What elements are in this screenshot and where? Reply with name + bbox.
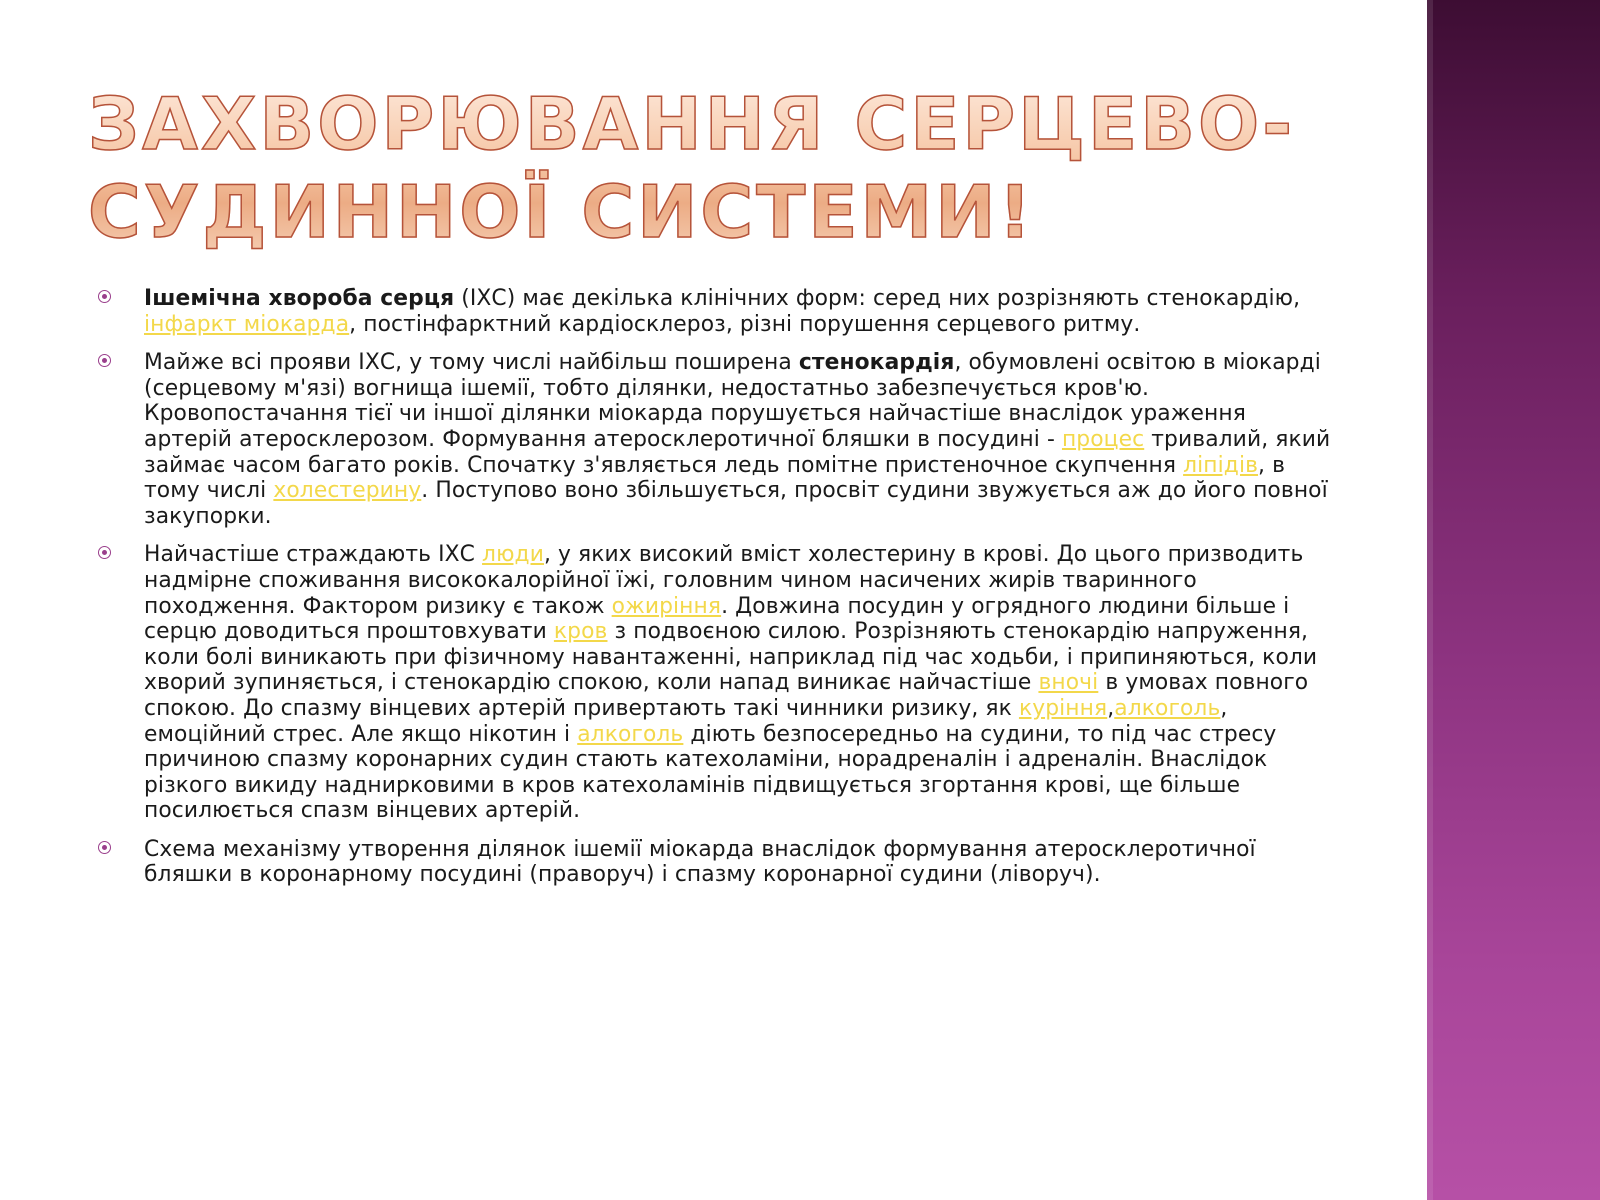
term-ihs: Ішемічна хвороба серця	[144, 286, 455, 311]
text: . Довжина посудин у огрядного людини більше і серцю доводиться проштовхувати	[144, 593, 1290, 645]
title-line-1: ЗАХВОРЮВАННЯ СЕРЦЕВО-	[88, 82, 1296, 166]
title-line-2: СУДИННОЇ СИСТЕМИ!	[88, 170, 1035, 254]
link-process[interactable]: процес	[1061, 426, 1145, 452]
bullet-circle-icon	[98, 354, 111, 367]
term-stenocardia: стенокардія	[798, 350, 955, 376]
text: тривалий, який займає часом багато років. Спочатку з'являється ледь помітне пристеночное скупчення	[144, 426, 1331, 478]
bullet-list	[96, 286, 1336, 901]
text: ,	[1107, 695, 1115, 721]
text: , емоційний стрес. Але якщо нікотин і	[144, 695, 1228, 747]
bullet-item-ihs-forms	[96, 286, 1336, 337]
link-infarct[interactable]: інфаркт міокарда	[144, 311, 350, 337]
slide-title	[88, 80, 1388, 256]
link-alcohol[interactable]: алкоголь	[1114, 695, 1221, 721]
text: діють безпосередньо на судини, то під час стресу причиною спазму коронарних судин стають катехоламіни, норадреналін і адреналін. Внаслідок різкого викиду наднирковими в кров катехоламінів підвищується згортання крові, ще більше посилюється спазм вінцевих артерій.	[144, 721, 1277, 824]
link-lipids[interactable]: ліпідів	[1183, 452, 1259, 478]
text: , постінфарктний кардіосклероз, різні порушення серцевого ритму.	[349, 311, 1141, 337]
text: Найчастіше страждають ІХС	[144, 542, 483, 568]
decorative-side-band	[1427, 0, 1600, 1200]
text: , у яких високий вміст холестерину в крові. До цього призводить надмірне споживання висококалорійної їжі, головним чином насичених жирів тваринного походження. Фактором ризику є також	[144, 542, 1304, 619]
bullet-circle-icon	[98, 841, 111, 854]
bullet-item-stenocardia	[96, 350, 1336, 529]
bullet-item-risk-factors	[96, 542, 1336, 824]
link-obesity[interactable]: ожиріння	[611, 593, 722, 619]
text: (ІХС) має декілька клінічних форм: серед них розрізняють стенокардію,	[454, 286, 1301, 311]
link-smoking[interactable]: куріння	[1018, 695, 1108, 721]
link-blood[interactable]: кров	[553, 619, 608, 645]
bullet-circle-icon	[98, 546, 111, 559]
text: з подвоєною силою. Розрізняють стенокардію напруження, коли болі виникають при фізичному навантаженні, наприклад під час ходьби, і припиняються, коли хворий зупиняється, і стенокардію спокою, коли напад виникає найчастіше	[144, 619, 1318, 696]
link-alcohol-2[interactable]: алкоголь	[577, 721, 684, 747]
link-night[interactable]: вночі	[1038, 670, 1099, 696]
text: , в тому числі	[144, 452, 1286, 504]
text: в умовах повного спокою. До спазму вінцевих артерій привертають такі чинники ризику, як	[144, 670, 1309, 721]
link-cholesterol[interactable]: холестерину	[273, 478, 422, 504]
text: . Поступово воно збільшується, просвіт судини звужується аж до його повної закупорки.	[144, 478, 1328, 529]
link-people[interactable]: люди	[482, 542, 544, 568]
bullet-circle-icon	[98, 290, 111, 303]
text: Схема механізму утворення ділянок ішемії міокарда внаслідок формування атеросклеротичної бляшки в коронарному посудині (праворуч) і спазму коронарної судини (ліворуч).	[144, 836, 1256, 888]
text: Майже всі прояви ІХС, у тому числі найбільш поширена	[144, 350, 799, 376]
bullet-item-scheme	[96, 837, 1336, 888]
text: , обумовлені освітою в міокарді (серцевому м'язі) вогнища ішемії, тобто ділянки, недостатньо забезпечується кров'ю. Кровопостачання тієї чи іншої ділянки міокарда порушується найчастіше внаслідок ураження артерій атеросклерозом. Формування атеросклеротичної бляшки в посудині -	[144, 350, 1321, 452]
